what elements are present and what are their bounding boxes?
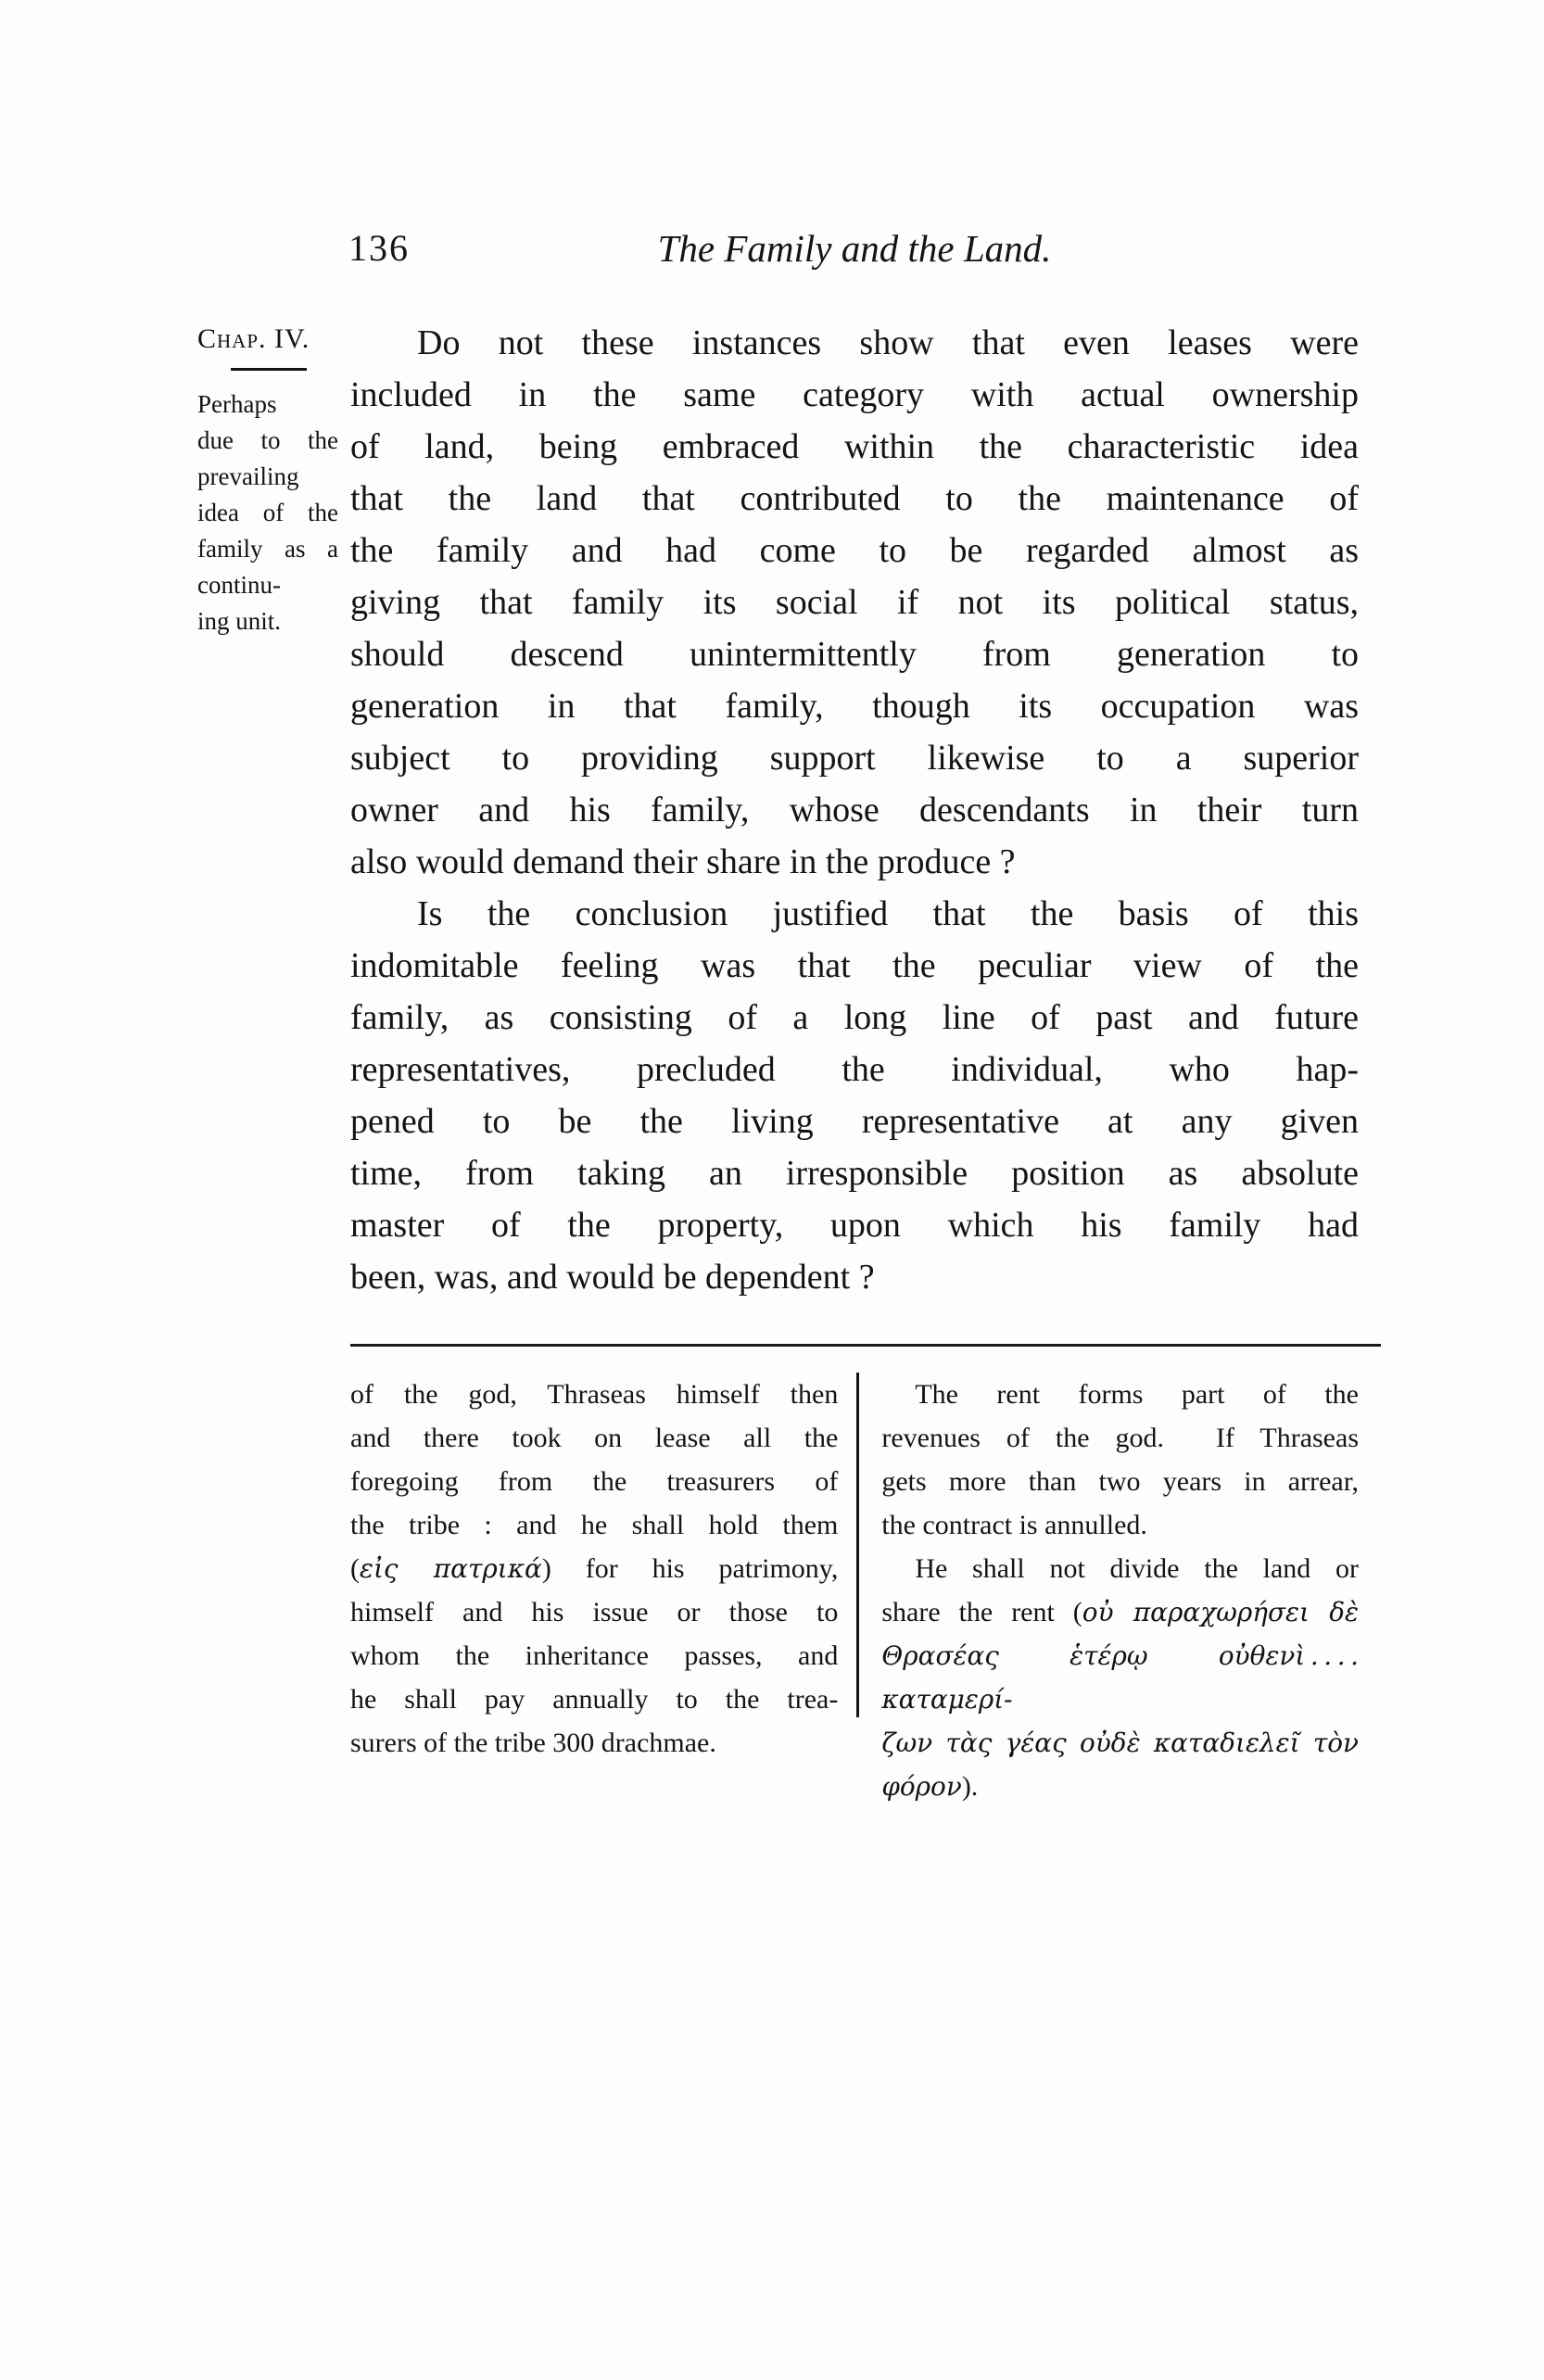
- text-segment: giving that family its social if not its political status,: [350, 583, 1359, 622]
- text-segment: master of the property, upon which his family had: [350, 1206, 1359, 1245]
- text-line: [350, 1147, 1359, 1199]
- margin-note-text: [197, 386, 338, 639]
- margin-notes: [197, 323, 338, 639]
- text-line: [881, 1590, 1359, 1634]
- greek-phrase: ζων τὰς γέας οὐδὲ καταδιελεῖ τὸν: [881, 1728, 1359, 1758]
- text-segment: share the rent (: [881, 1597, 1082, 1627]
- text-line: [350, 1721, 838, 1765]
- text-line: [350, 576, 1359, 628]
- text-segment: family, as consisting of a long line of past and future: [350, 998, 1359, 1037]
- text-segment: time, from taking an irresponsible position as absolute: [350, 1154, 1359, 1193]
- text-line: [350, 992, 1359, 1044]
- text-segment: prevailing: [197, 462, 299, 490]
- text-segment: generation in that family, though its occupation was: [350, 687, 1359, 726]
- text-line: [350, 1460, 838, 1503]
- greek-phrase: φόρον: [881, 1771, 962, 1802]
- text-line: [350, 317, 1359, 369]
- text-line: [350, 680, 1359, 732]
- text-segment: been, was, and would be dependent ?: [350, 1258, 875, 1297]
- text-segment: surers of the tribe 300 drachmae.: [350, 1728, 716, 1758]
- text-segment: gets more than two years in arrear,: [881, 1466, 1359, 1497]
- text-line: [881, 1634, 1359, 1721]
- text-line: [881, 1721, 1359, 1765]
- text-line: [350, 1373, 838, 1416]
- text-segment: of the god, Thraseas himself then: [350, 1379, 839, 1410]
- text-line: [350, 836, 1359, 888]
- text-line: [350, 732, 1359, 784]
- text-line: [350, 1590, 838, 1634]
- page-header: [350, 226, 1359, 272]
- text-line: [350, 473, 1359, 525]
- text-segment: the family and had come to be regarded almost as: [350, 531, 1359, 570]
- text-segment: ).: [961, 1771, 979, 1802]
- text-line: [197, 495, 338, 531]
- page-content: [350, 226, 1359, 1808]
- text-segment: Do not these instances show that even leases were: [417, 323, 1359, 362]
- text-segment: the tribe : and he shall hold them: [350, 1510, 839, 1540]
- text-segment: He shall not divide the land or: [915, 1553, 1359, 1584]
- text-line: [197, 567, 338, 603]
- text-segment: should descend unintermittently from generation to: [350, 635, 1359, 674]
- greek-phrase: οὐ παραχωρήσει δὲ: [1082, 1597, 1360, 1627]
- greek-phrase: Θρασέας ἑτέρῳ οὐθενὶ . . . . καταμερί-: [881, 1640, 1359, 1715]
- text-segment: ) for his patrimony,: [541, 1553, 839, 1584]
- text-line: [350, 525, 1359, 576]
- text-line: [350, 1095, 1359, 1147]
- text-line: [881, 1547, 1359, 1590]
- chapter-rule: [231, 368, 307, 371]
- text-line: [350, 369, 1359, 421]
- text-line: [350, 940, 1359, 992]
- text-line: [197, 423, 338, 459]
- greek-phrase: εἰς πατρικά: [360, 1553, 542, 1584]
- text-segment: family as a: [197, 535, 338, 563]
- footnote-column-divider: [856, 1373, 859, 1717]
- text-line: [350, 1634, 838, 1677]
- body-paragraphs: [350, 317, 1359, 1303]
- text-line: [881, 1416, 1359, 1460]
- text-segment: representatives, precluded the individual, who hap-: [350, 1050, 1359, 1089]
- text-segment: whom the inheritance passes, and: [350, 1640, 839, 1671]
- text-segment: and there took on lease all the: [350, 1423, 839, 1453]
- text-segment: foregoing from the treasurers of: [350, 1466, 839, 1497]
- text-segment: himself and his issue or those to: [350, 1597, 839, 1627]
- text-segment: revenues of the god. If Thraseas: [881, 1423, 1359, 1453]
- text-segment: continu-: [197, 571, 281, 599]
- page-number: 136: [348, 227, 410, 269]
- text-line: [350, 1251, 1359, 1303]
- text-line: [881, 1373, 1359, 1416]
- text-line: [350, 1677, 838, 1721]
- text-line: [350, 1199, 1359, 1251]
- text-segment: The rent forms part of the: [915, 1379, 1359, 1410]
- text-segment: that the land that contributed to the maintenance of: [350, 479, 1359, 518]
- text-segment: due to the: [197, 426, 338, 454]
- text-line: [197, 531, 338, 567]
- text-segment: owner and his family, whose descendants in their turn: [350, 791, 1359, 829]
- footnote-separator-rule: [350, 1344, 1381, 1347]
- text-segment: idea of the: [197, 499, 338, 526]
- footnote-column-left: [350, 1373, 838, 1765]
- text-line: [350, 1547, 838, 1590]
- text-segment: ing unit.: [197, 607, 282, 635]
- text-line: [881, 1765, 1359, 1808]
- chapter-label: Chap. IV.: [197, 323, 310, 354]
- footnote-column-right: [881, 1373, 1359, 1808]
- text-segment: Perhaps: [197, 390, 277, 418]
- text-segment: Is the conclusion justified that the basis of this: [417, 894, 1359, 933]
- text-line: [881, 1503, 1359, 1547]
- text-segment: subject to providing support likewise to a superior: [350, 739, 1359, 778]
- text-segment: of land, being embraced within the characteristic idea: [350, 427, 1359, 466]
- text-line: [881, 1460, 1359, 1503]
- text-line: [197, 386, 338, 423]
- text-segment: indomitable feeling was that the peculiar view of the: [350, 946, 1359, 985]
- text-segment: included in the same category with actual ownership: [350, 375, 1359, 414]
- text-line: [350, 421, 1359, 473]
- footnotes: [350, 1373, 1359, 1808]
- text-line: [350, 1416, 838, 1460]
- text-segment: also would demand their share in the produce ?: [350, 842, 1016, 881]
- text-line: [350, 1503, 838, 1547]
- text-line: [350, 628, 1359, 680]
- text-line: [197, 459, 338, 495]
- text-line: [350, 888, 1359, 940]
- text-line: [350, 1044, 1359, 1095]
- text-segment: pened to be the living representative at any given: [350, 1102, 1359, 1141]
- text-segment: he shall pay annually to the trea-: [350, 1684, 839, 1715]
- text-line: [350, 784, 1359, 836]
- text-line: [197, 603, 338, 639]
- text-segment: (: [350, 1553, 360, 1584]
- running-title: The Family and the Land.: [657, 227, 1052, 270]
- text-segment: the contract is annulled.: [881, 1510, 1147, 1540]
